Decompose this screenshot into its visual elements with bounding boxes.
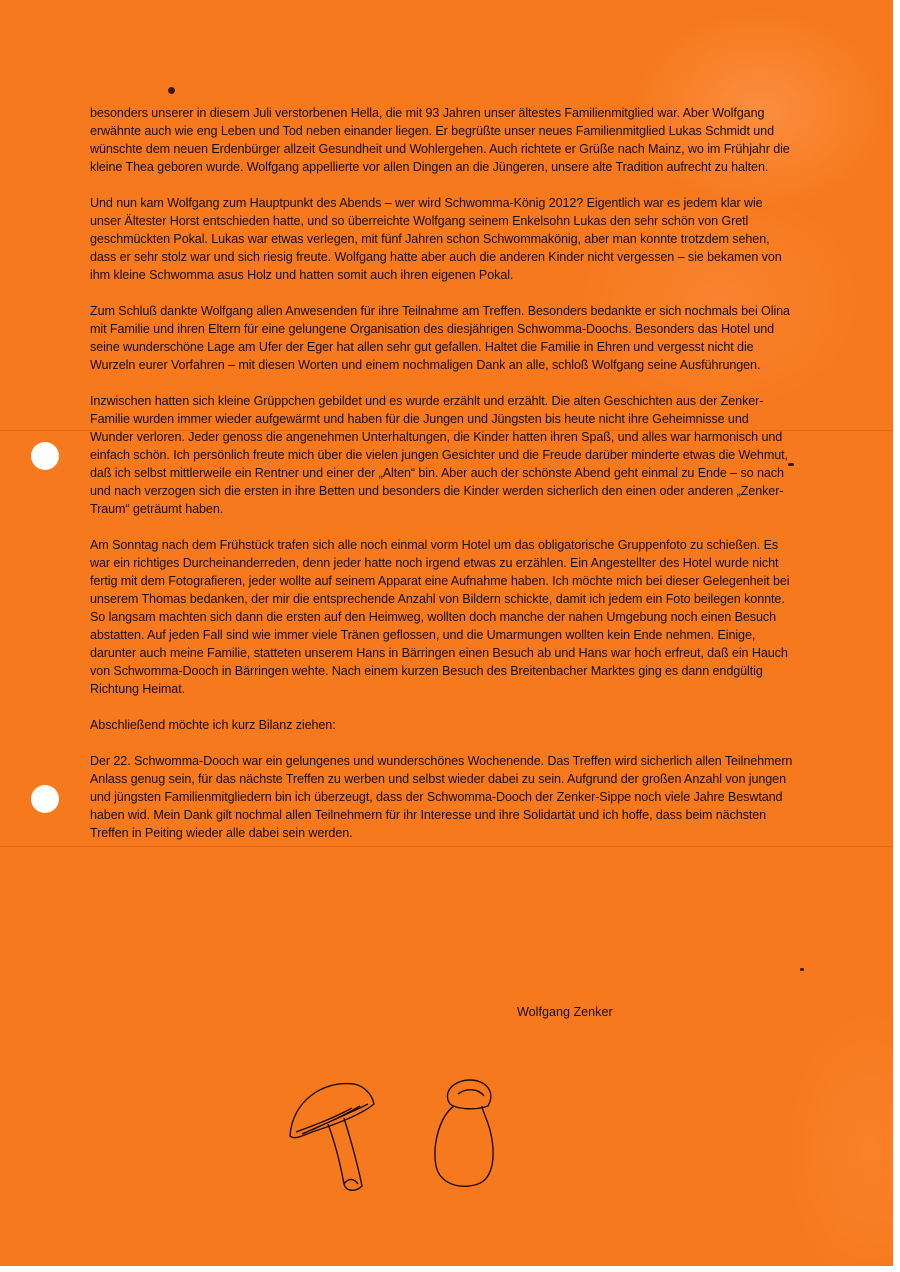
paragraph: Und nun kam Wolfgang zum Hauptpunkt des Abends – wer wird Schwomma-König 2012? Eigentlich war es jedem klar wie unser Ältester Horst entschieden hatte, und so überreichte Wolfgang seinem Enkelsohn Lukas den sehr schön von Gretl geschmückten Pokal. Lukas war etwas verlegen, mit fünf Jahren schon Schwommakönig, aber man konnte trotzdem sehen, dass er sehr stolz war und sich riesig freute. Wolfgang hatte aber auch die anderen Kinder nicht vergessen – sie bekamen von ihm kleine Schwomma asus Holz und hatten somit auch ihren eigenen Pokal. xyxy=(90,196,782,282)
mushroom-round-icon xyxy=(435,1080,493,1186)
punch-hole xyxy=(31,785,59,813)
ink-speck xyxy=(168,87,175,94)
mushroom-cap-and-stem-icon xyxy=(290,1084,374,1191)
ink-speck xyxy=(800,968,804,971)
paragraph: Inzwischen hatten sich kleine Grüppchen gebildet und es wurde erzählt und erzählt. Die alten Geschichten aus der Zenker-Familie wurden immer wieder aufgewärmt und haben für die Jungen und Jüngsten bis heute nicht ihre Geheimnisse und Wunder verloren. Jeder genoss die angenehmen Unterhaltungen, die Kinder hatten ihren Spaß, und alles war harmonisch und einfach schön. Ich persönlich freute mich über die vielen jungen Gesichter und die Freude darüber minderte etwas die Wehmut, daß ich selbst mittlerweile ein Rentner und einer der „Alten“ bin. Aber auch der schönste Abend geht einmal zu Ende – so nach und nach verzogen sich die ersten in ihre Betten und besonders die Kinder werden sicherlich den einen oder anderen „Zenker-Traum“ geträumt haben. xyxy=(90,394,788,516)
punch-hole xyxy=(31,442,59,470)
paragraph: Abschließend möchte ich kurz Bilanz ziehen: xyxy=(90,718,336,732)
paragraph: Am Sonntag nach dem Frühstück trafen sich alle noch einmal vorm Hotel um das obligatorische Gruppenfoto zu schießen. Es war ein richtiges Durcheinanderreden, denn jeder hatte noch irgend etwas zu erzählen. Ein Angestellter des Hotel wurde nicht fertig mit dem Fotografieren, jeder wollte auf seinem Apparat eine Aufnahme haben. Ich möchte mich bei dieser Gelegenheit bei unserem Thomas bedanken, der mir die entsprechende Anzahl von Bildern schickte, damit ich jedem ein Foto beilegen konnte. So langsam machten sich dann die ersten auf den Heimweg, wollten doch manche der nahen Umgebung noch einen Besuch abstatten. Auf jeden Fall sind wie immer viele Tränen geflossen, und die Umarmungen wollten kein Ende nehmen. Einige, darunter auch meine Familie, statteten unserem Hans in Bärringen einen Besuch ab und Hans war hoch erfreut, daß ein Hauch von Schwomma-Dooch in Bärringen wehte. Nach einem kurzen Besuch des Breitenbacher Marktes ging es dann endgültig Richtung Heimat. xyxy=(90,538,790,696)
letter-body xyxy=(90,104,795,860)
paragraph: Zum Schluß dankte Wolfgang allen Anwesenden für ihre Teilnahme am Treffen. Besonders bedankte er sich nochmals bei Olina mit Familie und ihren Eltern für eine gelungene Organisation des diesjährigen Schwomma-Doochs. Besonders das Hotel und seine wunderschöne Lage am Ufer der Eger hat allen sehr gut gefallen. Haltet die Familie in Ehren und vergesst nicht die Wurzeln eurer Vorfahren – mit diesen Worten und einem nochmaligen Dank an alle, schloß Wolfgang seine Ausführungen. xyxy=(90,304,790,372)
paragraph: besonders unserer in diesem Juli verstorbenen Hella, die mit 93 Jahren unser ältestes Familienmitglied war. Aber Wolfgang erwähnte auch wie eng Leben und Tod neben einander liegen. Er begrüßte unser neues Familienmitglied Lukas Schmidt und wünschte dem neuen Erdenbürger allzeit Gesundheit und Wohlergehen. Auch richtete er Grüße nach Mainz, wo im Frühjahr die kleine Thea geboren wurde. Wolfgang appellierte vor allen Dingen an die Jüngeren, unsere alte Tradition aufrecht zu halten. xyxy=(90,106,790,174)
signature: Wolfgang Zenker xyxy=(517,1005,613,1019)
mushroom-illustration xyxy=(282,1074,512,1199)
paragraph: Der 22. Schwomma-Dooch war ein gelungenes und wunderschönes Wochenende. Das Treffen wird sicherlich allen Teilnehmern Anlass genug sein, für das nächste Treffen zu werben und selbst wieder dabei zu sein. Aufgrund der großen Anzahl von jungen und jüngsten Familienmitgliedern bin ich überzeugt, dass der Schwomma-Dooch der Zenker-Sippe noch viele Jahre Beswtand haben wid. Mein Dank gilt nochmal allen Teilnehmern für ihr Interesse und ihre Solidartät und ich hoffe, dass beim nächsten Treffen in Peiting wieder alle dabei sein werden. xyxy=(90,754,793,840)
